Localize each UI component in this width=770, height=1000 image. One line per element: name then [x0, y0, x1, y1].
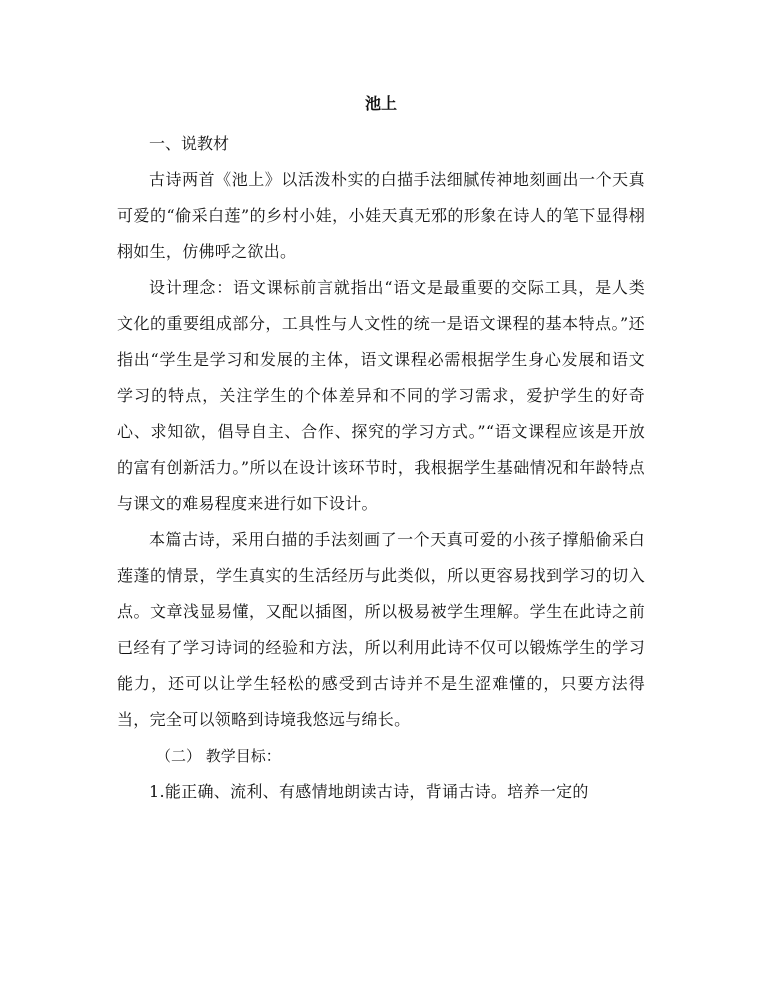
document-title: 池上 — [364, 94, 397, 113]
objective-item-1: 1.能正确、流利、有感情地朗读古诗，背诵古诗。培养一定的 — [149, 782, 589, 801]
section-heading-teaching-objectives: （二） 教学目标： — [156, 747, 281, 765]
paragraph-analysis: 本篇古诗，采用白描的手法刻画了一个天真可爱的小孩子撑船偷采白莲蓬的情景，学生真实的生活经历与此类似，所以更容易找到学习的切入点。文章浅显易懂，又配以插图，所以极易被学生理解。学生在此诗之前已经有了学习诗词的经验和方法，所以利用此诗不仅可以锻炼学生的学习能力，还可以让学生轻松的感受到古诗并不是生涩难懂的，只要方法得当，完全可以领略到诗境我悠远与绵长。 — [117, 530, 645, 729]
paragraph-design-concept: 设计理念：语文课标前言就指出“语文是最重要的交际工具，是人类文化的重要组成部分，工具性与人文性的统一是语文课程的基本特点。”还指出“学生是学习和发展的主体，语文课程必需根据学生身心发展和语文学习的特点，关注学生的个体差异和不同的学习需求，爱护学生的好奇心、求知欲，倡导自主、合作、探究的学习方式。”“语文课程应该是开放的富有创新活力。”所以在设计该环节时，我根据学生基础情况和年龄特点与课文的难易程度来进行如下设计。 — [117, 278, 645, 513]
document-page — [117, 92, 645, 810]
section-heading-teaching-material: 一、说教材 — [149, 134, 230, 153]
paragraph-intro: 古诗两首《池上》以活泼朴实的白描手法细腻传神地刻画出一个天真可爱的“偷采白莲”的乡村小娃，小娃天真无邪的形象在诗人的笔下显得栩栩如生，仿佛呼之欲出。 — [117, 170, 645, 261]
